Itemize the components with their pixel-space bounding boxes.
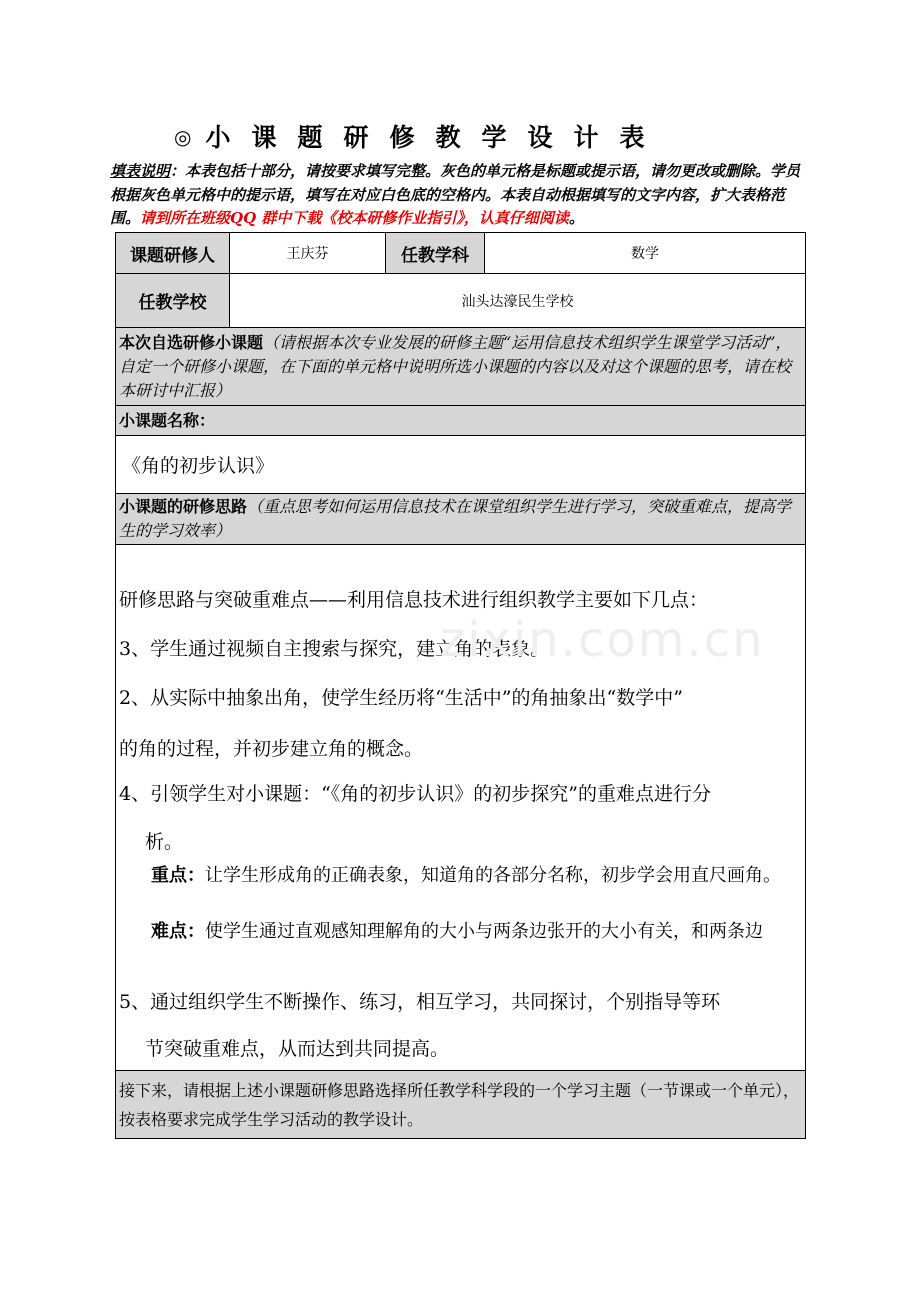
body-point-2a: 2、从实际中抽象出角，使学生经历将“生活中”的角抽象出“数学中” [119, 687, 683, 709]
key-point-label: 重点： [151, 865, 205, 886]
body-point-5a: 5、通过组织学生不断操作、练习，相互学习，共同探讨，个别指导等环 [119, 991, 721, 1013]
difficult-point-label: 难点： [151, 921, 205, 942]
difficult-point-text: 使学生通过直观感知理解角的大小与两条边张开的大小有关，和两条边 [205, 921, 763, 942]
body-intro: 研修思路与突破重难点——利用信息技术进行组织教学主要如下几点： [119, 589, 709, 611]
researcher-label: 课题研修人 [116, 233, 230, 274]
subject-value[interactable]: 数学 [485, 233, 806, 274]
row-topic-section [116, 328, 806, 406]
instructions-end: 。 [568, 209, 584, 227]
row-idea-section [116, 494, 806, 545]
idea-section-header [116, 494, 806, 545]
title-mark-icon: ◎ [174, 125, 192, 149]
topic-name-label: 小课题名称： [116, 406, 806, 436]
row-topic-name [116, 436, 806, 494]
row-school [116, 274, 806, 328]
topic-section-heading: 本次自选研修小课题 [119, 332, 264, 352]
body-point-3: 3、学生通过视频自主搜索与探究，建立角的表象。 [119, 638, 550, 660]
row-idea-body [116, 545, 806, 1071]
idea-section-hint: （重点思考如何运用信息技术在课堂组织学生进行学习，突破重难点，提高学生的学习效率） [119, 497, 792, 540]
title-text: 小课题研修教学设计表 [205, 123, 666, 152]
body-point-4a: 4、引领学生对小课题：“《角的初步认识》的初步探究”的重难点进行分 [119, 783, 712, 805]
researcher-value[interactable]: 王庆芬 [230, 233, 386, 274]
key-point [151, 863, 801, 889]
topic-section-hint: （请根据本次专业发展的研修主题“运用信息技术组织学生课堂学习活动”，自定一个研修小课题，在下面的单元格中说明所选小课题的内容以及对这个课题的思考，请在校本研讨中汇报） [119, 332, 792, 400]
page-title [174, 118, 734, 158]
row-footer [116, 1071, 806, 1139]
instructions-label: 填表说明 [110, 162, 171, 180]
idea-section-heading: 小课题的研修思路 [119, 497, 248, 516]
school-value[interactable]: 汕头达濠民生学校 [230, 274, 806, 328]
body-point-5b: 节突破重难点，从而达到共同提高。 [145, 1038, 450, 1060]
difficult-point [151, 919, 801, 945]
instructions-red-note: 请到所在班级QQ 群中下载《校本研修作业指引》，认真仔细阅读 [140, 209, 569, 227]
topic-section-header [116, 328, 806, 406]
instructions-text: ：本表包括十部分，请按要求填写完整。灰色的单元格是标题或提示语，请勿更改或删除。学员根据灰色单元格中的提示语，填写在对应白色底的空格内。本表自动根据填写的文字内容，扩大表格范围。 [110, 162, 801, 227]
row-topic-name-label [116, 406, 806, 436]
design-table [115, 232, 806, 1139]
footer-note: 接下来，请根据上述小课题研修思路选择所任教学科学段的一个学习主题（一节课或一个单元），按表格要求完成学生学习活动的教学设计。 [116, 1071, 806, 1139]
watermark: zixin.com.cn [440, 612, 765, 668]
school-label: 任教学校 [116, 274, 230, 328]
topic-name-value[interactable]: 《角的初步认识》 [116, 436, 806, 494]
body-point-2b: 的角的过程，并初步建立角的概念。 [119, 738, 424, 760]
subject-label: 任教学科 [386, 233, 485, 274]
body-point-4b: 析。 [145, 831, 184, 853]
row-researcher [116, 233, 806, 274]
key-point-text: 让学生形成角的正确表象，知道角的各部分名称，初步学会用直尺画角。 [205, 865, 781, 886]
fill-instructions [110, 160, 810, 231]
idea-body[interactable] [116, 545, 806, 1071]
